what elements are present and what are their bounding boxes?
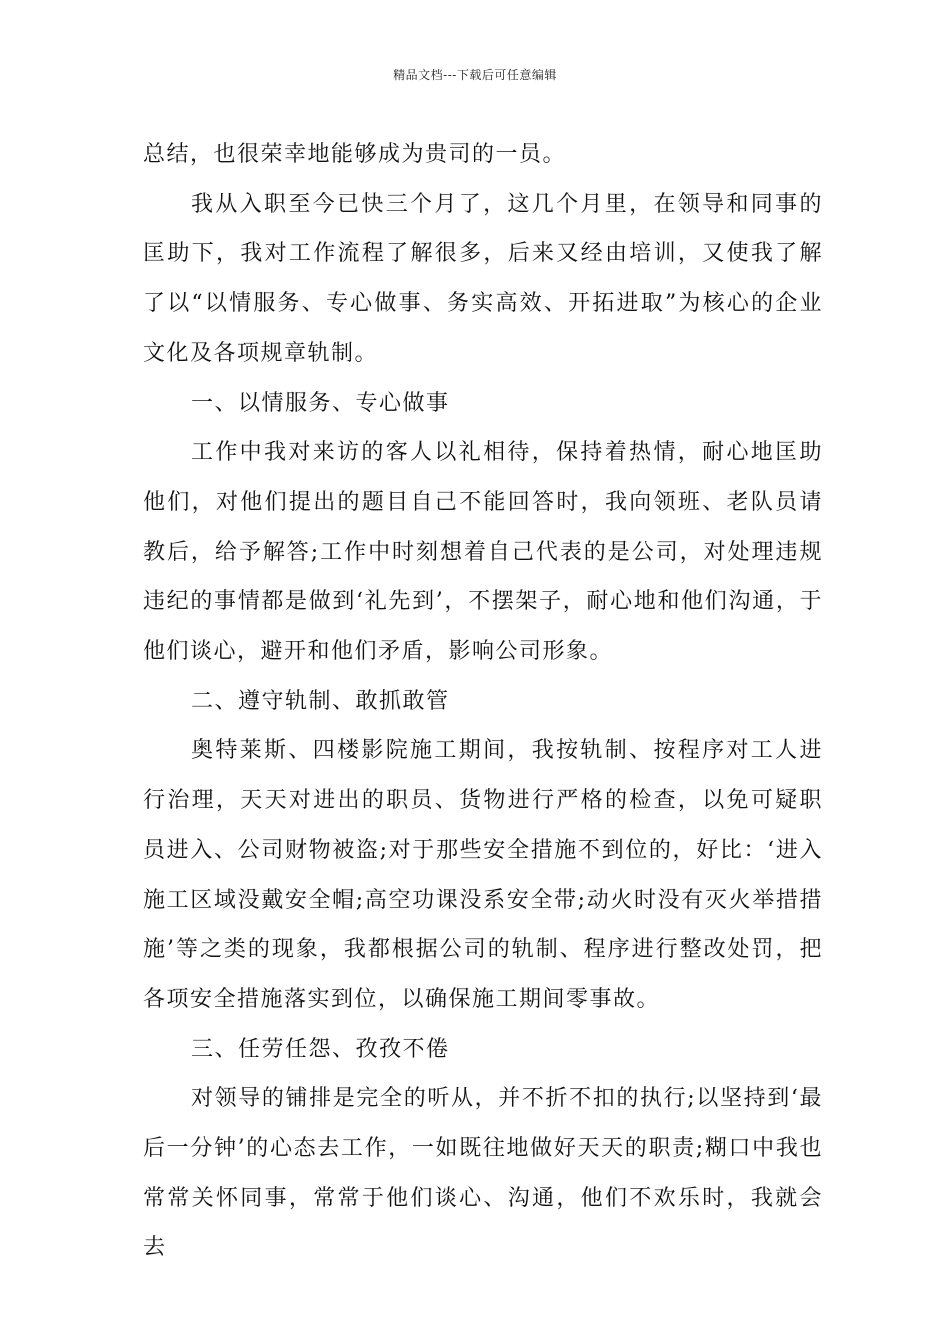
section-heading-1: 一、以情服务、专心做事: [191, 390, 450, 416]
paragraph-continuation: 总结，也很荣幸地能够成为贵司的一员。: [143, 142, 567, 167]
page-header: 精品文档---下载后可任意编辑: [393, 68, 557, 82]
paragraph-section-2: 奥特莱斯、四楼影院施工期间，我按轨制、按程序对工人进行治理，天天对进出的职员、货物进行严格的检查，以免可疑职员进入、公司财物被盗;对于那些安全措施不到位的，好比：‘进入施工区域没戴安全帽;高空功课没系安全带;动火时没有灭火举措措施’等之类的现象，我都根据公司的轨制、程序进行整改处罚，把各项安全措施落实到位，以确保施工期间零事故。: [143, 738, 823, 1012]
paragraph-section-1: 工作中我对来访的客人以礼相待，保持着热情，耐心地匡助他们，对他们提出的题目自己不能回答时，我向领班、老队员请教后，给予解答;工作中时刻想着自己代表的是公司，对处理违规违纪的事情都是做到‘礼先到’，不摆架子，耐心地和他们沟通，于他们谈心，避开和他们矛盾，影响公司形象。: [143, 440, 823, 665]
document-body: [143, 130, 823, 1273]
section-heading-2: 二、遵守轨制、敢抓敢管: [191, 688, 450, 714]
section-heading-3: 三、任劳任怨、孜孜不倦: [191, 1036, 450, 1062]
paragraph-intro: 我从入职至今已快三个月了，这几个月里，在领导和同事的匡助下，我对工作流程了解很多，后来又经由培训，又使我了解了以“以情服务、专心做事、务实高效、开拓进取”为核心的企业文化及各项规章轨制。: [143, 191, 823, 366]
paragraph-section-3: 对领导的铺排是完全的听从，并不折不扣的执行;以坚持到‘最后一分钟’的心态去工作，一如既往地做好天天的职责;糊口中我也常常关怀同事，常常于他们谈心、沟通，他们不欢乐时，我就会去: [143, 1086, 823, 1261]
